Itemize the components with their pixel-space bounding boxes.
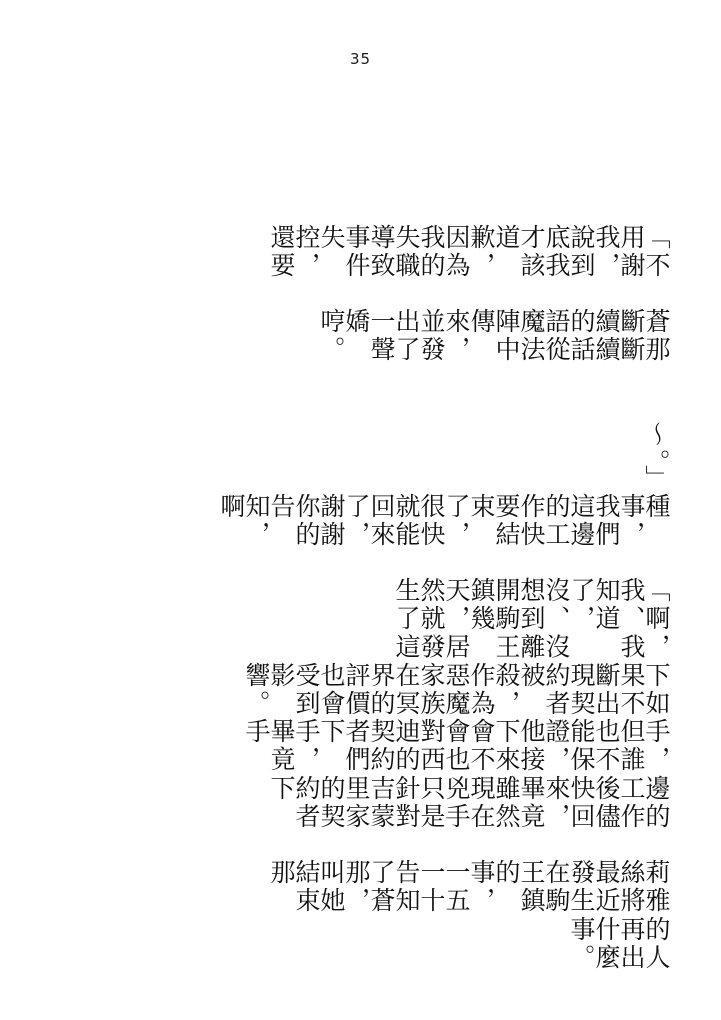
text-column: 的人再出什麼事。: [567, 915, 671, 972]
text-column: 下如果不斷出現契約者被殺，作為惡魔家族在冥界的評價也會受到影響。: [242, 662, 671, 719]
text-column: 種事，我們這邊的工作快要結束了，很快就能回來了，謝謝你的告知，啊: [217, 492, 671, 550]
text-column: 莉雅絲將最近發生在駒王鎮的事，一五一十告知了蒼那，叫她結束那: [267, 859, 671, 916]
body-text: [52, 80, 669, 972]
text-column: ～。」: [642, 420, 671, 493]
text-column: 蒼那斷斷續續的話語從魔法陣中傳來，並發出了一聲嬌哼。: [317, 308, 671, 365]
text-column: 「不用謝我，說到底我才該道歉，因為我的失職導致事件失控，還要: [267, 224, 671, 281]
text-column: 「啊，我、我知道了，沒、沒想到離開駒王鎮幾天，居然就發生了這: [392, 577, 671, 662]
page-number: 35: [349, 50, 372, 68]
text-column: 邊的工作後儘快回來，畢竟雖然現在兇手只是針對吉蒙里家的契約者下: [267, 774, 671, 832]
text-column: 手，但誰也不能保證，他接下來會不會也對西迪的契約者們下手，畢竟手: [242, 718, 671, 775]
